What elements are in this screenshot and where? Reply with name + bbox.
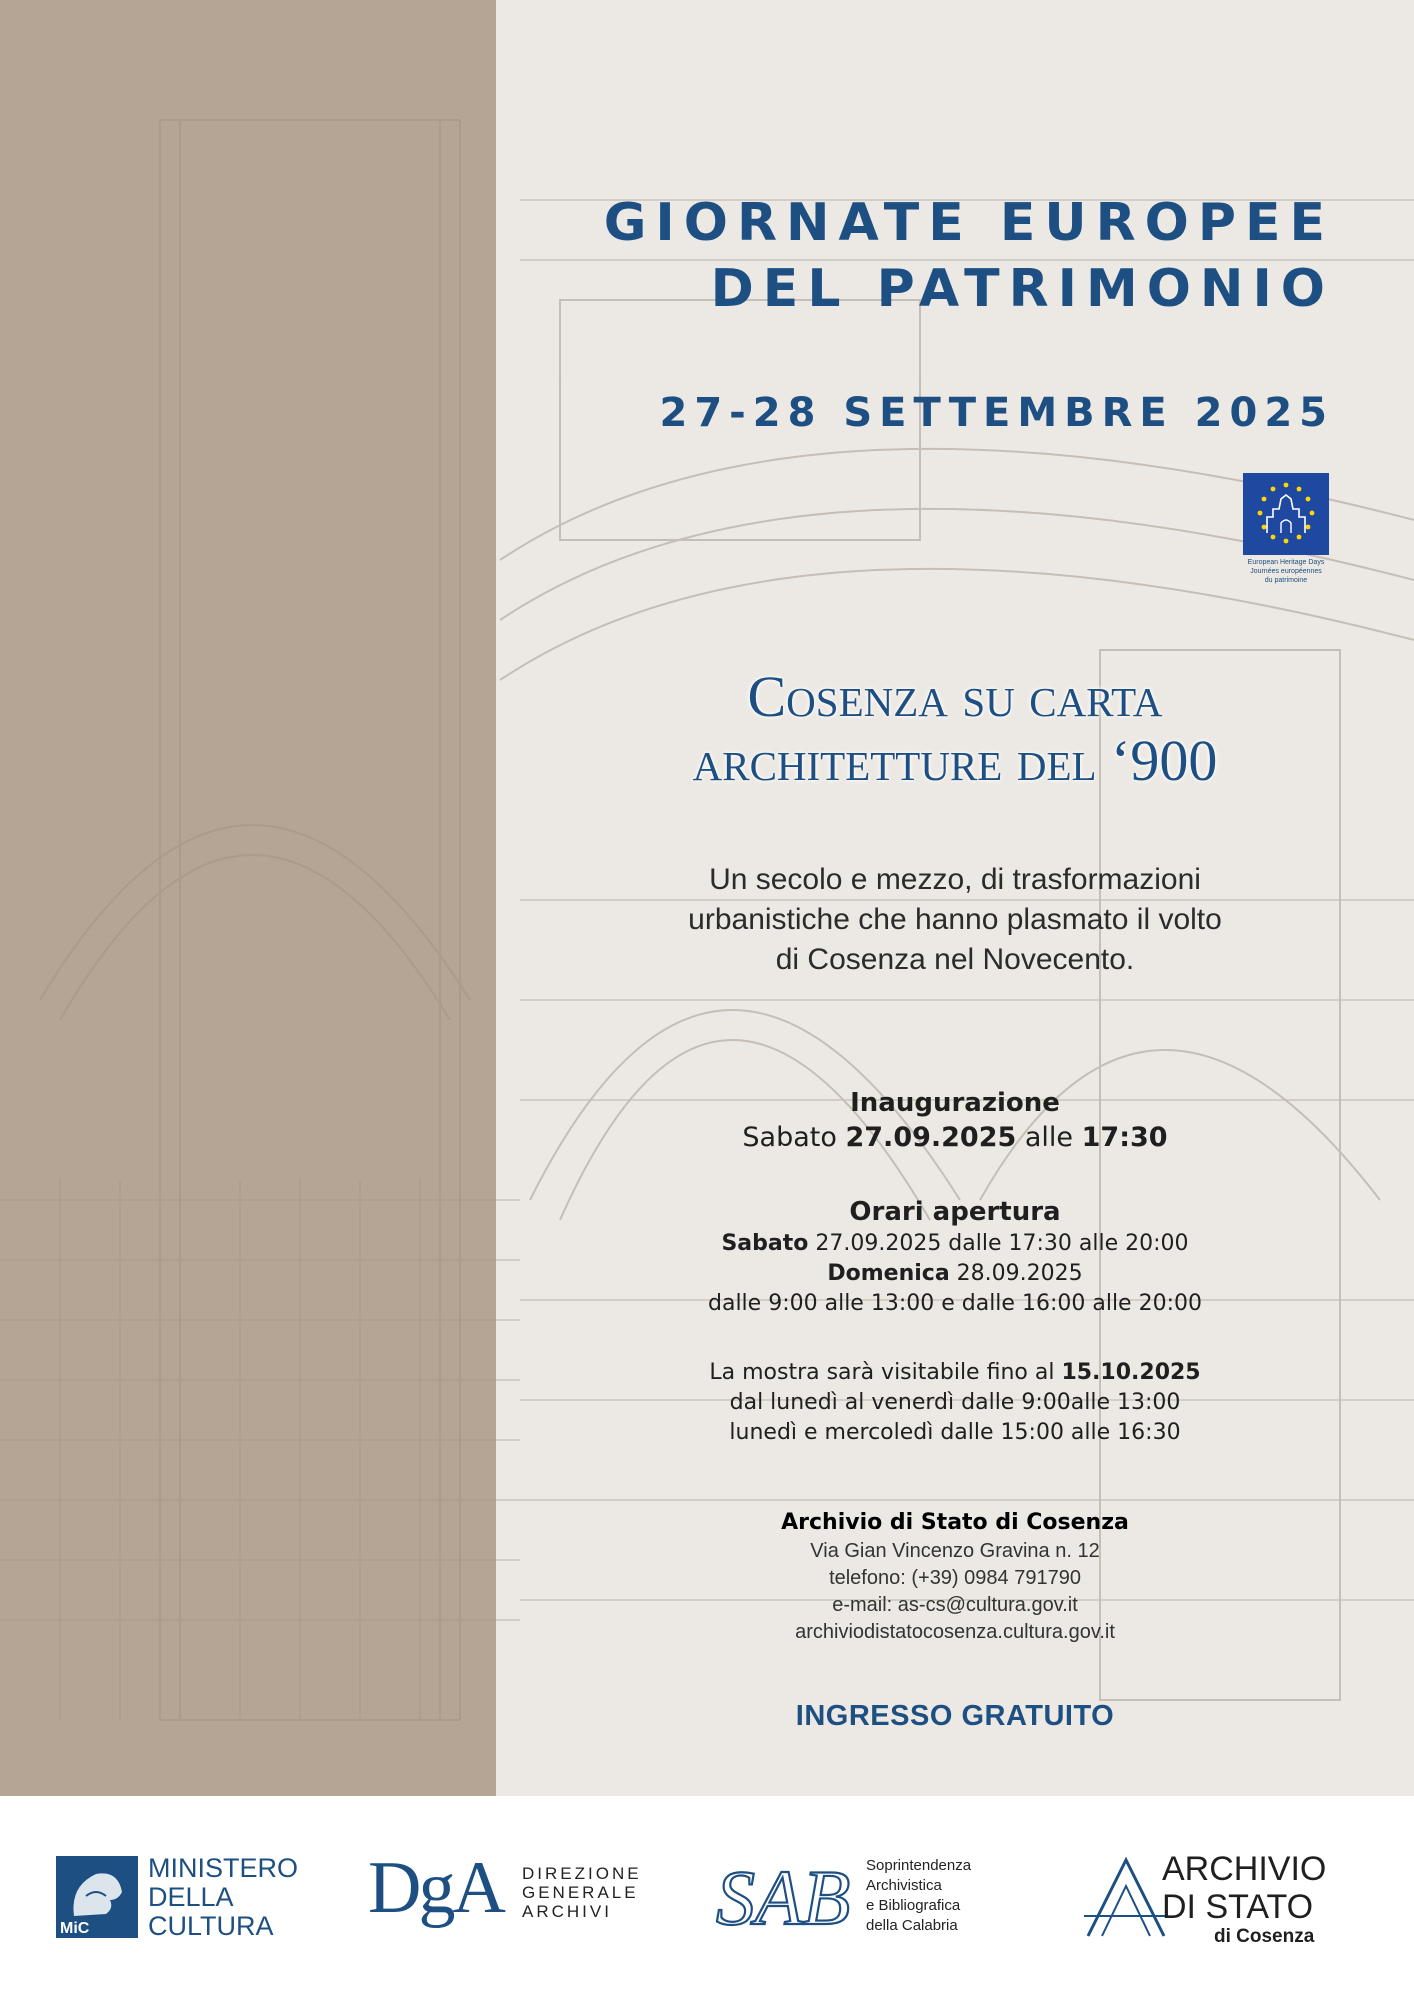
inauguration-time: 17:30 [1081, 1122, 1168, 1153]
asc-line2: DI STATO [1162, 1888, 1314, 1926]
archive-name: Archivio di Stato di Cosenza [781, 1510, 1129, 1535]
event-title [604, 190, 1334, 322]
mic-line1: MINISTERO [148, 1853, 299, 1883]
inauguration-block [496, 1086, 1414, 1156]
sunday-hours: dalle 9:00 alle 13:00 e dalle 16:00 alle 20:00 [708, 1291, 1202, 1316]
visiting-end-date: 15.10.2025 [1061, 1360, 1201, 1385]
description-line: Un secolo e mezzo, di trasformazioni [709, 863, 1201, 896]
dga-line3: ARCHIVI [522, 1902, 612, 1921]
exhibition-description [496, 860, 1414, 980]
asc-line1: ARCHIVIO [1162, 1850, 1327, 1888]
asc-line3: di Cosenza [1214, 1926, 1315, 1947]
visiting-period-block [496, 1358, 1414, 1448]
inauguration-datetime: Sabato 27.09.2025 alle 17:30 [742, 1122, 1168, 1153]
archive-phone: telefono: (+39) 0984 791790 [829, 1567, 1081, 1589]
inauguration-heading: Inaugurazione [850, 1088, 1060, 1118]
mic-tag: MiC [60, 1920, 90, 1937]
archivio-a-emblem-icon [1082, 1856, 1170, 1940]
sab-line2: Archivistica [866, 1877, 942, 1894]
eu-flag-castle-icon [1243, 473, 1329, 555]
archive-address: Via Gian Vincenzo Gravina n. 12 [810, 1540, 1100, 1562]
sab-monogram-icon [712, 1860, 852, 1936]
ehd-label-fr-1: Journées européennes [1250, 568, 1322, 575]
direzione-generale-archivi-logo [368, 1847, 658, 1952]
description-line: di Cosenza nel Novecento. [775, 943, 1135, 976]
ehd-label-en: European Heritage Days [1247, 559, 1325, 566]
sab-mark: SAB [716, 1860, 851, 1936]
archive-website: archiviodistatocosenza.cultura.gov.it [795, 1621, 1115, 1643]
sab-line4: della Calabria [866, 1917, 958, 1934]
exhibition-title [496, 665, 1414, 793]
left-color-band [0, 0, 496, 1796]
opening-hours-heading: Orari apertura [849, 1197, 1061, 1227]
sab-line3: e Bibliografica [866, 1897, 961, 1914]
event-dates: 27-28 SETTEMBRE 2025 [659, 390, 1334, 436]
event-title-line1: GIORNATE EUROPEE [603, 193, 1334, 253]
opening-hours-block [496, 1195, 1414, 1319]
exhibition-title-line1: Cosenza su carta [747, 664, 1163, 729]
mic-line3: CULTURA [148, 1911, 274, 1941]
footer-logos [0, 1796, 1414, 2000]
archivio-stato-cosenza-logo [1082, 1850, 1382, 1960]
saturday-hours: Sabato 27.09.2025 dalle 17:30 alle 20:00 [721, 1231, 1189, 1256]
description-line: urbanistiche che hanno plasmato il volto [688, 903, 1222, 936]
european-heritage-days-badge [1243, 473, 1329, 585]
mon-wed-hours: lunedì e mercoledì dalle 15:00 alle 16:30 [729, 1420, 1181, 1445]
contact-block [496, 1508, 1414, 1646]
inauguration-date: 27.09.2025 [845, 1122, 1017, 1153]
soprintendenza-calabria-logo [712, 1854, 1012, 1954]
archive-email: e-mail: as-cs@cultura.gov.it [832, 1594, 1078, 1616]
exhibition-title-line2: architetture del ‘900 [692, 728, 1218, 793]
sab-line1: Soprintendenza [866, 1857, 972, 1874]
event-title-line2: DEL PATRIMONIO [710, 259, 1334, 319]
dga-line1: DIREZIONE [522, 1864, 642, 1883]
weekday-hours: dal lunedì al venerdì dalle 9:00alle 13:00 [729, 1390, 1181, 1415]
sunday-date: Domenica 28.09.2025 [827, 1261, 1083, 1286]
dga-line2: GENERALE [522, 1883, 639, 1902]
ministero-cultura-logo [56, 1853, 316, 1956]
mic-line2: DELLA [148, 1882, 234, 1912]
ehd-label-fr-2: du patrimoine [1264, 577, 1308, 584]
dga-mark: DgA [368, 1847, 503, 1929]
visiting-until: La mostra sarà visitabile fino al 15.10.2025 [709, 1360, 1201, 1385]
free-admission-label: INGRESSO GRATUITO [795, 1700, 1115, 1732]
